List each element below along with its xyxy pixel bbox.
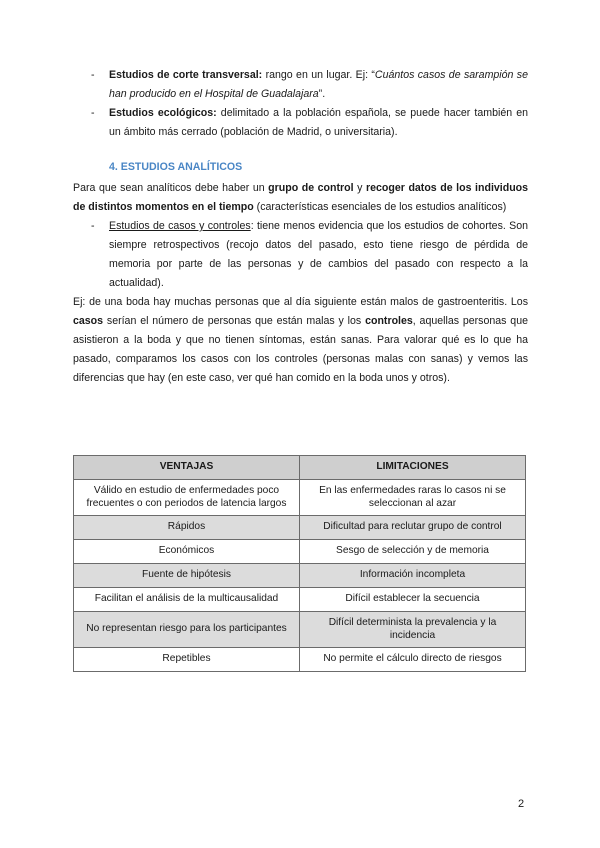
table-row	[74, 480, 526, 516]
header-ventajas: VENTAJAS	[74, 456, 300, 480]
example-bold-cases: casos	[73, 315, 104, 327]
table-row	[74, 648, 526, 672]
example-text: Ej: de una boda hay muchas personas que al día siguiente están malos de gastroenteritis. Los	[73, 296, 528, 308]
bullet-text: : tiene menos evidencia que los estudios de cohortes. Son siempre retrospectivos (recojo datos del pasado, esto tiene riesgo de pérdida de memoria por parte de las personas y de cambios del pasado con respecto a la actualidad).	[109, 220, 528, 289]
table-cell: Sesgo de selección y de memoria	[300, 540, 526, 564]
example-bold-controls: controles	[365, 315, 413, 327]
table-cell: Fuente de hipótesis	[74, 564, 300, 588]
section-bullet-list	[73, 217, 528, 293]
table-cell: No representan riesgo para los participantes	[74, 612, 300, 648]
bullet-after: ”.	[318, 88, 326, 100]
intro-text: (características esenciales de los estudios analíticos)	[253, 201, 507, 213]
table-cell: No permite el cálculo directo de riesgos	[300, 648, 526, 672]
table-row	[74, 564, 526, 588]
table-cell: Válido en estudio de enfermedades poco frecuentes o con periodos de latencia largos	[74, 480, 300, 516]
top-bullet-list	[73, 66, 528, 142]
table-cell: En las enfermedades raras lo casos ni se seleccionan al azar	[300, 480, 526, 516]
table-header-row	[74, 456, 526, 480]
table-row	[74, 588, 526, 612]
bullet-text: delimitado a la población española, se puede hacer también en un ámbito más cerrado (población de Madrid, o universitaria).	[109, 107, 528, 138]
intro-bold-data: recoger datos de los individuos de distintos momentos en el tiempo	[73, 182, 529, 213]
bullet-term: Estudios de casos y controles	[109, 220, 251, 232]
example-text: , aquellas personas que asistieron a la boda y que no tienen síntomas, están sanas. Para valorar qué es lo que ha pasado, comparamos los casos con los controles (personas malas con sanas) y vemos las diferencias que hay (en este caso, ver qué han comido en la boda unos y otros).	[73, 315, 528, 384]
bullet-text: rango en un lugar. Ej: “	[262, 69, 375, 81]
intro-text: y	[353, 182, 367, 194]
table-row	[74, 612, 526, 648]
intro-text: Para que sean analíticos debe haber un	[73, 182, 269, 194]
section-title: 4. ESTUDIOS ANALÍTICOS	[109, 161, 243, 173]
bullet-term: Estudios ecológicos:	[109, 107, 217, 119]
intro-bold-control: grupo de control	[268, 182, 354, 194]
table-cell: Repetibles	[74, 648, 300, 672]
bullet-dash: -	[91, 69, 95, 81]
table-cell: Dificultad para reclutar grupo de control	[300, 516, 526, 540]
table-row	[74, 516, 526, 540]
table-cell: Facilitan el análisis de la multicausalidad	[74, 588, 300, 612]
example-text: serían el número de personas que están malas y los	[103, 315, 366, 327]
bullet-case-control	[73, 217, 528, 293]
table-cell: Rápidos	[74, 516, 300, 540]
bullet-example: Cuántos casos de sarampión se han producido en el Hospital de Guadalajara	[109, 69, 528, 100]
table-cell: Difícil determinista la prevalencia y la incidencia	[300, 612, 526, 648]
bullet-cross-sectional	[73, 66, 528, 104]
table-cell: Económicos	[74, 540, 300, 564]
bullet-term: Estudios de corte transversal:	[109, 69, 263, 81]
advantages-limitations-table	[73, 455, 526, 672]
header-limitaciones: LIMITACIONES	[300, 456, 526, 480]
table-cell: Información incompleta	[300, 564, 526, 588]
example-paragraph	[73, 293, 528, 388]
page-number: 2	[518, 798, 525, 810]
bullet-ecological	[73, 104, 528, 142]
table-cell: Difícil establecer la secuencia	[300, 588, 526, 612]
bullet-dash: -	[91, 220, 95, 232]
bullet-dash: -	[91, 107, 95, 119]
section-intro	[73, 179, 528, 217]
table-row	[74, 540, 526, 564]
page-body	[73, 66, 528, 388]
